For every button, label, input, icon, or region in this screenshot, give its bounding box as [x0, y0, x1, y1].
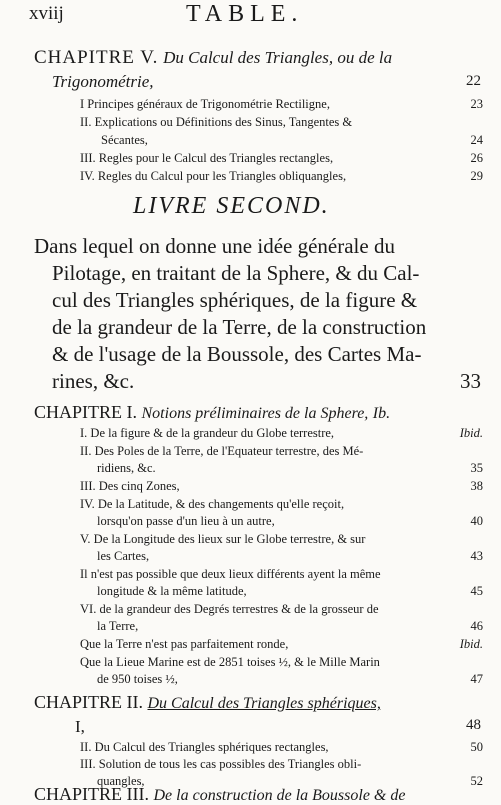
book-description-line: Pilotage, en traitant de la Sphere, & du Cal-	[52, 261, 420, 285]
chapter-5-title: Du Calcul des Triangles, ou de la	[163, 48, 393, 67]
toc-page: 40	[470, 514, 483, 528]
chapter-2-heading	[34, 692, 381, 713]
toc-entry: lorsqu'on passe d'un lieu à un autre,	[97, 514, 275, 528]
toc-entry: la Terre,	[97, 619, 139, 633]
toc-entry: quangles,	[97, 774, 145, 788]
toc-entry: II. Des Poles de la Terre, de l'Equateur terrestre, des Mé-	[80, 444, 364, 458]
chapter-5-page: 22	[466, 73, 481, 89]
toc-entry: II. Explications ou Définitions des Sinus, Tangentes &	[80, 115, 353, 129]
toc-entry: I,	[75, 717, 85, 736]
chapter-5-title-cont: Trigonométrie,	[52, 72, 154, 91]
chapter-2-title: Du Calcul des Triangles sphériques,	[147, 695, 381, 712]
toc-page: 38	[470, 479, 483, 493]
toc-page: 29	[470, 169, 483, 183]
chapter-1-label: CHAPITRE I.	[34, 402, 137, 422]
chapter-3-heading	[34, 784, 405, 805]
chapter-2-label: CHAPITRE II.	[34, 692, 143, 712]
toc-page: 43	[470, 549, 483, 563]
toc-page: 24	[470, 133, 483, 147]
toc-page: 52	[470, 774, 483, 788]
page-title: TABLE.	[186, 1, 304, 27]
toc-page: 48	[466, 717, 481, 733]
chapter-1-title: Notions préliminaires de la Sphere,	[141, 405, 369, 422]
toc-entry: III. Regles pour le Calcul des Triangles rectangles,	[80, 151, 334, 165]
book-page: 33	[460, 369, 481, 393]
toc-entry: I Principes généraux de Trigonométrie Rectiligne,	[80, 97, 330, 111]
book-description-line: de la grandeur de la Terre, de la construction	[52, 315, 427, 339]
toc-entry: VI. de la grandeur des Degrés terrestres & de la grosseur de	[80, 602, 379, 616]
page-number: xviij	[29, 3, 64, 24]
toc-entry: V. De la Longitude des lieux sur le Globe terrestre, & sur	[80, 532, 366, 546]
toc-entry: Que la Lieue Marine est de 2851 toises ½, & le Mille Marin	[80, 655, 380, 669]
toc-entry: I. De la figure & de la grandeur du Globe terrestre,	[80, 426, 335, 440]
toc-entry: II. Du Calcul des Triangles sphériques rectangles,	[80, 740, 329, 754]
toc-entry: les Cartes,	[97, 549, 150, 563]
toc-entry: ridiens, &c.	[97, 461, 156, 475]
chapter-1-page: Ib.	[372, 405, 391, 422]
toc-page: 47	[470, 672, 483, 686]
chapter-5-label: CHAPITRE V.	[34, 47, 159, 68]
toc-page: 50	[470, 740, 483, 754]
toc-page: 35	[470, 461, 483, 475]
toc-entry: Que la Terre n'est pas parfaitement ronde,	[80, 637, 289, 651]
toc-entry: de 950 toises ½,	[97, 672, 178, 686]
book-description-line: & de l'usage de la Boussole, des Cartes Ma-	[52, 342, 422, 366]
chapter-3-title: De la construction de la Boussole & de	[153, 787, 406, 804]
toc-page: Ibid.	[459, 426, 483, 440]
chapter-1-heading	[34, 402, 390, 423]
toc-page: Ibid.	[459, 637, 483, 651]
book-title: LIVRE SECOND.	[133, 193, 330, 219]
toc-page: 45	[470, 584, 483, 598]
toc-page: 23	[470, 97, 483, 111]
toc-page: 46	[470, 619, 483, 633]
toc-entry: IV. Regles du Calcul pour les Triangles obliquangles,	[80, 169, 347, 183]
chapter-3-label: CHAPITRE III.	[34, 784, 149, 804]
toc-entry: Sécantes,	[101, 133, 148, 147]
book-description-line: Dans lequel on donne une idée générale du	[34, 234, 395, 258]
toc-entry: III. Des cinq Zones,	[80, 479, 180, 493]
book-description-line: rines, &c.	[52, 369, 135, 393]
toc-page: 26	[470, 151, 483, 165]
toc-entry: Il n'est pas possible que deux lieux différents ayent la même	[80, 567, 381, 581]
chapter-5-heading	[34, 47, 392, 69]
toc-entry: IV. De la Latitude, & des changements qu'elle reçoit,	[80, 497, 345, 511]
toc-entry: III. Solution de tous les cas possibles des Triangles obli-	[80, 757, 362, 771]
book-description-line: cul des Triangles sphériques, de la figure &	[52, 288, 418, 312]
toc-entry: longitude & la même latitude,	[97, 584, 247, 598]
